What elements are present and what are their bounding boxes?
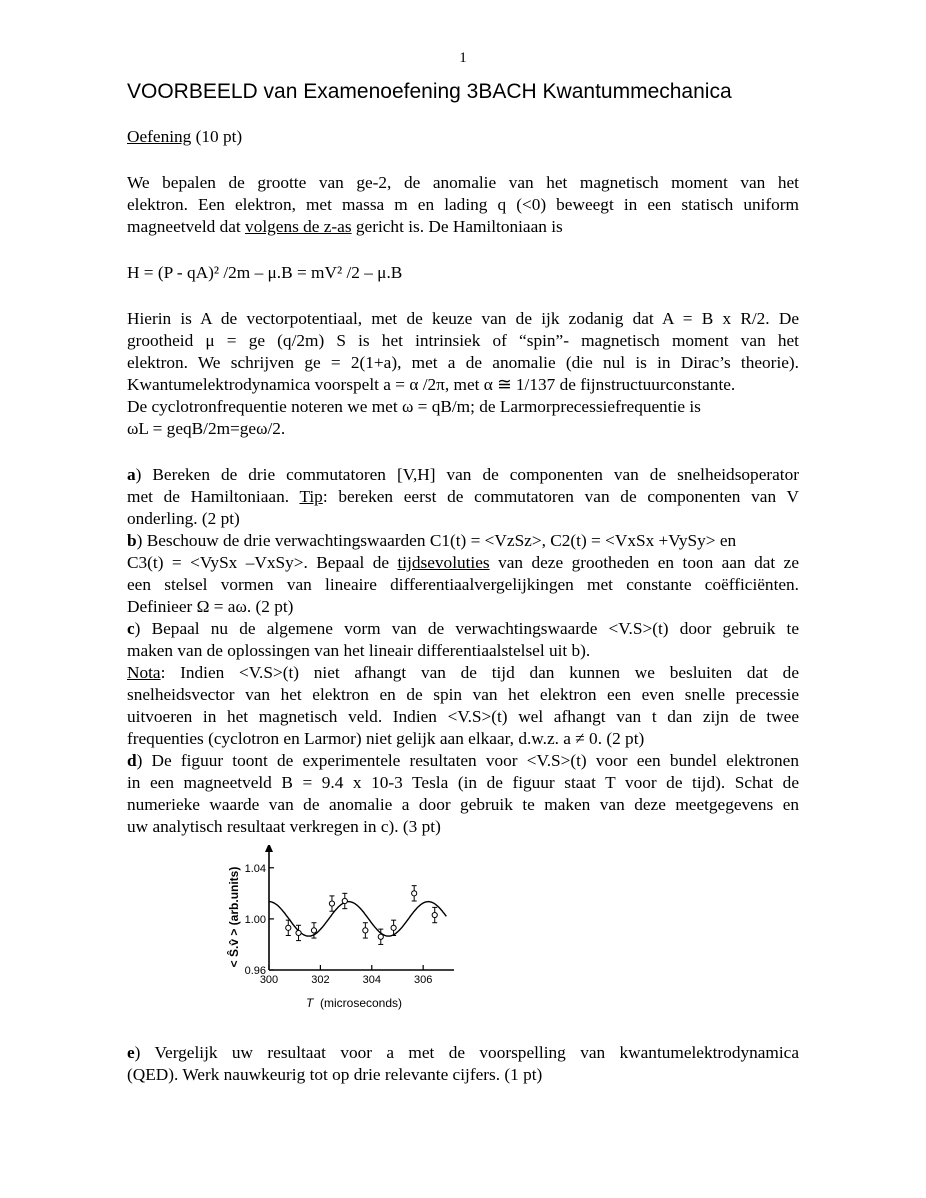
definitions-paragraph <box>127 308 799 440</box>
exercise-points: (10 pt) <box>191 127 243 146</box>
part-c <box>127 618 799 750</box>
part-b-line: Definieer Ω = aω. (2 pt) <box>127 597 294 616</box>
x-tick-label: 300 <box>259 974 279 986</box>
part-d-line: d) De figuur toont de experimentele resultaten voor <V.S>(t) voor een bundel elektronen <box>127 751 799 770</box>
part-d-label: d <box>127 751 137 770</box>
intro-line: We bepalen de grootte van ge-2, de anomalie van het magnetisch moment van het <box>127 173 799 192</box>
part-b-label: b <box>127 531 137 550</box>
part-d-line: numerieke waarde van de anomalie a door gebruik te maken van deze meetgegevens en <box>127 795 799 814</box>
x-tick-label: 304 <box>362 974 381 986</box>
data-point <box>342 898 347 903</box>
page-number: 1 <box>459 50 467 66</box>
part-a-label: a <box>127 465 136 484</box>
part-b-line: C3(t) = <VySx –VxSy>. Bepaal de tijdsevoluties van deze grootheden en toon aan dat ze <box>127 553 800 572</box>
data-point <box>329 901 334 906</box>
y-tick-label: 1.04 <box>244 862 266 875</box>
part-e <box>127 1042 799 1086</box>
part-d-line: in een magneetveld B = 9.4 x 10-3 Tesla (in de figuur staat T voor de tijd). Schat de <box>127 773 799 792</box>
definitions-line: Hierin is A de vectorpotentiaal, met de keuze van de ijk zodanig dat A = B x R/2. De <box>127 309 799 328</box>
time-evolutions-underlined: tijdsevoluties <box>397 553 490 572</box>
intro-line: elektron. Een elektron, met massa m en lading q (<0) beweegt in een statisch uniform <box>127 195 799 214</box>
exercise-heading <box>127 126 799 148</box>
precession-chart <box>214 845 464 1015</box>
intro-line: magneetveld dat volgens de z-as gericht is. De Hamiltoniaan is <box>127 217 563 236</box>
part-b <box>127 530 799 618</box>
part-e-line: e) Vergelijk uw resultaat voor a met de voorspelling van kwantumelektrodynamica <box>127 1043 799 1062</box>
part-b-line: b) Beschouw de drie verwachtingswaarden C1(t) = <VzSz>, C2(t) = <VxSx +VySy> en <box>127 531 737 550</box>
nota-line: uitvoeren in het magnetisch veld. Indien <V.S>(t) wel afhangt van t dan zijn de twee <box>127 707 799 726</box>
y-axis-label: < Ŝ.v̂ > (arb.units) <box>227 866 241 968</box>
data-point <box>363 928 368 933</box>
part-a-line: a) Bereken de drie commutatoren [V,H] van de componenten van de snelheidsoperator <box>127 465 799 484</box>
part-d-line: uw analytisch resultaat verkregen in c). (3 pt) <box>127 817 441 836</box>
data-point <box>378 934 383 939</box>
nota-line: Nota: Indien <V.S>(t) niet afhangt van de tijd dan kunnen we besluiten dat de <box>127 663 799 682</box>
definitions-line: grootheid μ = ge (q/2m) S is het intrinsiek of “spin”- magnetisch moment van het <box>127 331 799 350</box>
part-e-line: (QED). Werk nauwkeurig tot op drie relevante cijfers. (1 pt) <box>127 1065 543 1084</box>
nota-label: Nota <box>127 663 161 682</box>
y-tick-label: 0.96 <box>244 965 266 977</box>
definitions-line: elektron. We schrijven ge = 2(1+a), met a de anomalie (die nul is in Dirac’s theorie). <box>127 353 799 372</box>
data-point <box>286 925 291 930</box>
nota-line: snelheidsvector van het elektron en de spin van het elektron een even snelle precessie <box>127 685 799 704</box>
y-tick-label: 1.00 <box>244 913 266 926</box>
definitions-line: ωL = geqB/2m=geω/2. <box>127 419 286 438</box>
exercise-body <box>127 126 799 838</box>
part-b-line: een stelsel vormen van lineaire differentiaalvergelijkingen met constante coëfficiënten. <box>127 575 799 594</box>
data-point <box>296 930 301 935</box>
x-tick-label: 306 <box>413 974 433 986</box>
definitions-line: De cyclotronfrequentie noteren we met ω = qB/m; de Larmorprecessiefrequentie is <box>127 397 701 416</box>
tip-label: Tip <box>299 487 323 506</box>
exercise-label: Oefening <box>127 127 192 146</box>
y-axis-arrow-icon <box>265 845 273 852</box>
x-axis-label: (microseconds) <box>320 996 403 1010</box>
fit-curve <box>269 902 446 937</box>
data-point <box>412 891 417 896</box>
nota-line: frequenties (cyclotron en Larmor) niet gelijk aan elkaar, d.w.z. a ≠ 0. (2 pt) <box>127 729 645 748</box>
data-point <box>432 912 437 917</box>
chart-plot-area <box>245 845 454 986</box>
part-a <box>127 464 799 530</box>
x-tick-label: 302 <box>311 974 330 986</box>
part-c-label: c <box>127 619 135 638</box>
part-d <box>127 750 799 838</box>
part-c-line: c) Bepaal nu de algemene vorm van de verwachtingswaarde <V.S>(t) door gebruik te <box>127 619 799 638</box>
part-a-line: met de Hamiltoniaan. Tip: bereken eerst de commutatoren van de componenten van V <box>127 487 799 506</box>
document-title: VOORBEELD van Examenoefening 3BACH Kwantummechanica <box>127 80 732 103</box>
x-axis-label-T: T <box>306 996 314 1010</box>
hamiltonian-equation: H = (P - qA)² /2m – μ.B = mV² /2 – μ.B <box>127 263 403 282</box>
part-a-line: onderling. (2 pt) <box>127 509 240 528</box>
data-point <box>311 928 316 933</box>
z-axis-underlined: volgens de z-as <box>245 217 352 236</box>
part-e-label: e <box>127 1043 135 1062</box>
part-c-line: maken van de oplossingen van het lineair differentiaalstelsel uit b). <box>127 641 591 660</box>
intro-paragraph <box>127 172 799 238</box>
data-point <box>391 925 396 930</box>
definitions-line: Kwantumelektrodynamica voorspelt a = α /2π, met α ≅ 1/137 de fijnstructuurconstante. <box>127 375 736 394</box>
